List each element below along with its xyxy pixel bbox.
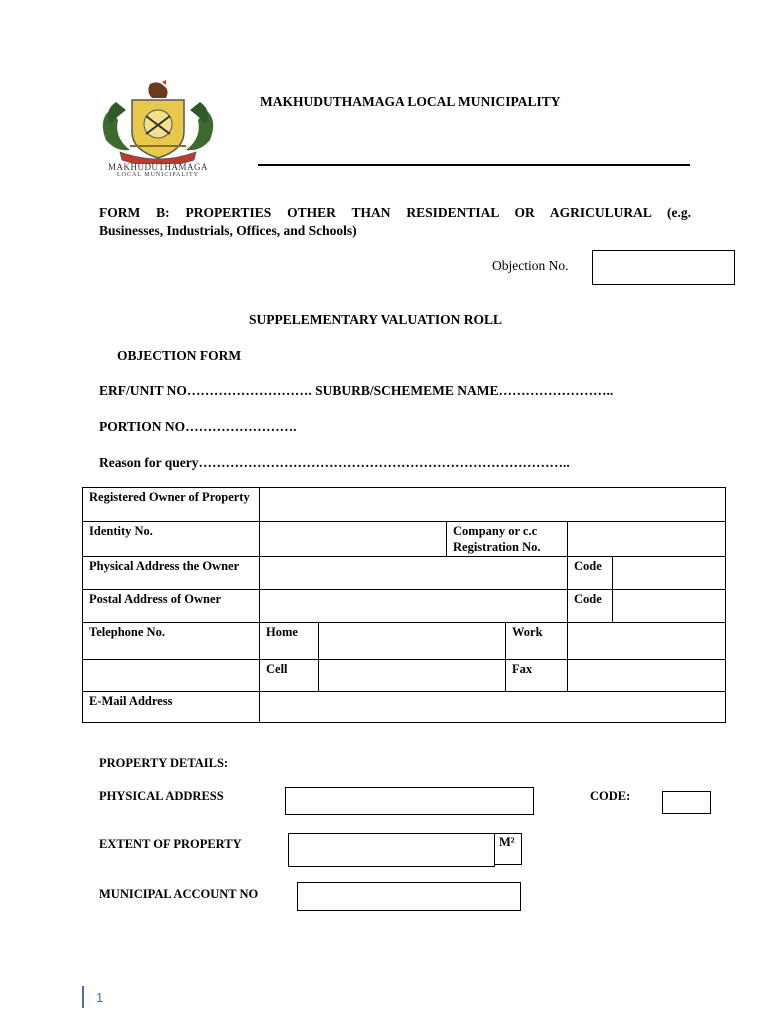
form-title-line2: Businesses, Industrials, Offices, and Schools) [99, 223, 357, 238]
physical-address-owner-field[interactable] [260, 557, 568, 590]
municipal-account-field[interactable] [297, 882, 521, 911]
reason-for-query-line[interactable]: Reason for query……………………………………………………………………….. [99, 455, 570, 470]
property-physical-address-field[interactable] [285, 787, 534, 815]
postal-code-label: Code [568, 590, 613, 623]
logo-text [96, 162, 220, 178]
header-rule [258, 164, 690, 166]
cell-phone-field[interactable] [319, 660, 506, 692]
owner-details-table [82, 487, 726, 723]
company-reg-field[interactable] [568, 522, 726, 557]
physical-address-owner-label: Physical Address the Owner [83, 557, 260, 590]
company-reg-label: Company or c.c Registration No. [447, 522, 568, 557]
home-phone-field[interactable] [319, 623, 506, 660]
crest-icon [96, 80, 220, 164]
work-phone-field[interactable] [568, 623, 726, 660]
property-code-field[interactable] [662, 791, 711, 814]
page-number: 1 [96, 990, 104, 1005]
erf-unit-line[interactable]: ERF/UNIT NO………………………. SUBURB/SCHEMEME NAME…………………….. [99, 383, 614, 398]
valuation-roll-title: SUPPELEMENTARY VALUATION ROLL [249, 312, 503, 327]
logo-subtitle: LOCAL MUNICIPALITY [116, 172, 200, 178]
telephone-label: Telephone No. [83, 623, 260, 660]
email-label: E-Mail Address [83, 692, 260, 723]
logo-name: MAKHUDUTHAMAGA [108, 162, 208, 172]
home-label: Home [260, 623, 319, 660]
physical-code-label: Code [568, 557, 613, 590]
extent-field[interactable] [288, 833, 495, 867]
page-number-bar [82, 986, 84, 1008]
portion-no-line[interactable]: PORTION NO……………………. [99, 419, 297, 434]
m2-unit-cell: M² [494, 833, 522, 865]
property-details-heading: PROPERTY DETAILS: [99, 756, 229, 770]
postal-address-label: Postal Address of Owner [83, 590, 260, 623]
cell-label: Cell [260, 660, 319, 692]
physical-code-field[interactable] [613, 557, 726, 590]
objection-no-label: Objection No. [492, 258, 569, 273]
property-code-label: CODE: [590, 789, 631, 803]
work-label: Work [506, 623, 568, 660]
fax-field[interactable] [568, 660, 726, 692]
extent-label: EXTENT OF PROPERTY [99, 837, 242, 851]
municipality-title: MAKHUDUTHAMAGA LOCAL MUNICIPALITY [260, 94, 561, 109]
identity-no-label: Identity No. [83, 522, 260, 557]
postal-address-field[interactable] [260, 590, 568, 623]
form-title-line1: FORM B: PROPERTIES OTHER THAN RESIDENTIAL OR AGRICULURAL (e.g. [99, 205, 691, 220]
municipal-account-label: MUNICIPAL ACCOUNT NO [99, 887, 259, 901]
registered-owner-label: Registered Owner of Property [83, 488, 260, 522]
postal-code-field[interactable] [613, 590, 726, 623]
registered-owner-field[interactable] [260, 488, 726, 522]
identity-no-field[interactable] [260, 522, 447, 557]
fax-label: Fax [506, 660, 568, 692]
telephone-blank-cell [83, 660, 260, 692]
property-physical-address-label: PHYSICAL ADDRESS [99, 789, 224, 803]
objection-no-field[interactable] [592, 250, 735, 285]
objection-form-title: OBJECTION FORM [117, 348, 242, 363]
email-field[interactable] [260, 692, 726, 723]
